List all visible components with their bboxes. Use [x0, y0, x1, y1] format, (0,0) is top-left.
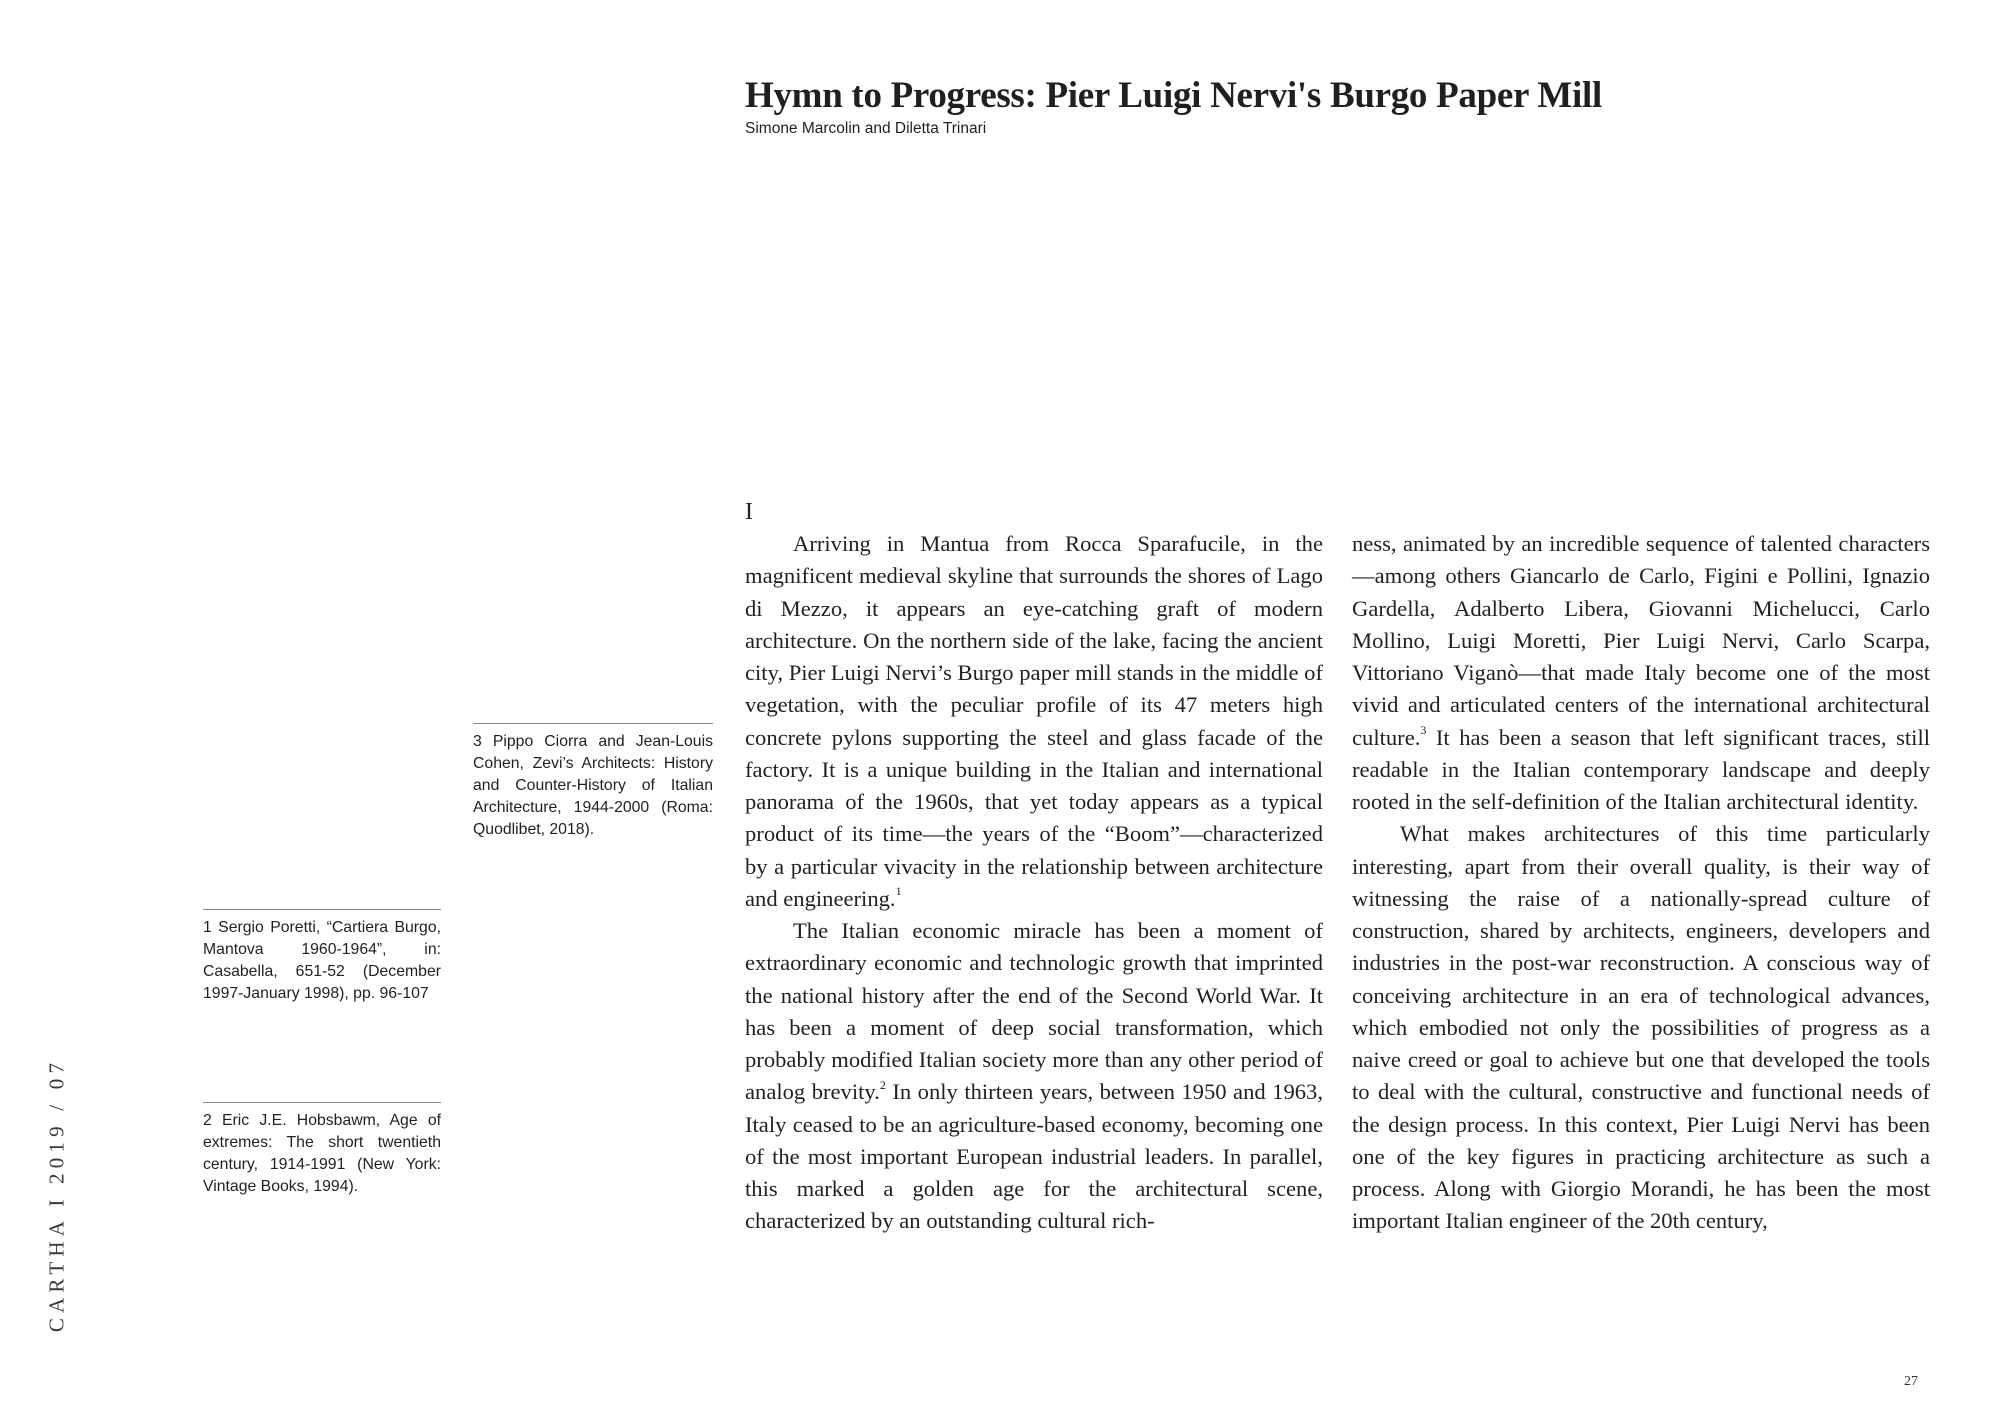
- paragraph: [1352, 528, 1930, 818]
- footnote-3: [473, 723, 713, 841]
- paragraph-text: It has been a season that left significant traces, still readable in the Italian contemporary landscape and deeply rooted in the self-definition of the Italian architectural identity.: [1352, 724, 1930, 814]
- footnote-2: [203, 1102, 441, 1198]
- paragraph-text: In only thirteen years, between 1950 and 1963, Italy ceased to be an agriculture-based economy, becoming one of the most important European industrial leaders. In parallel, this marked a golden age for the architectural scene, characterized by an outstanding cultural rich-: [745, 1079, 1323, 1234]
- paragraph-text: The Italian economic miracle has been a moment of extraordinary economic and technologic growth that imprinted the national history after the end of the Second World War. It has been a moment of deep social transformation, which probably modified Italian society more than any other period of analog brevity.: [745, 918, 1323, 1105]
- paragraph-text: ness, animated by an incredible sequence of talented characters—among others Giancarlo de Carlo, Figini e Pollini, Ignazio Gardella, Adalberto Libera, Giovanni Michelucci, Carlo Mollino, Luigi Moretti, Pier Luigi Nervi, Carlo Scarpa, Vittoriano Viganò—that made Italy become one of the most vivid and articulated centers of the international architectural culture.: [1352, 531, 1930, 750]
- paragraph: [1352, 818, 1930, 1237]
- footnote-text: 2 Eric J.E. Hobsbawm, Age of extremes: The short twentieth century, 1914-1991 (New York: Vintage Books, 1994).: [203, 1112, 441, 1195]
- page-number: 27: [1904, 1374, 1918, 1389]
- article-authors: Simone Marcolin and Diletta Trinari: [745, 120, 987, 137]
- footnote-divider: [203, 909, 441, 910]
- footnote-text: 3 Pippo Ciorra and Jean-Louis Cohen, Zevi’s Architects: History and Counter-History of Italian Architecture, 1944-2000 (Roma: Quodlibet, 2018).: [473, 733, 713, 838]
- body-column-2: [1352, 528, 1930, 1238]
- paragraph-text: What makes architectures of this time particularly interesting, apart from their overall quality, is their way of witnessing the raise of a nationally-spread culture of construction, shared by architects, engineers, developers and industries in the post-war reconstruction. A conscious way of conceiving architecture in an era of technological advances, which embodied not only the possibilities of progress as a naive creed or goal to achieve but one that developed the tools to deal with the cultural, constructive and functional needs of the design process. In this context, Pier Luigi Nervi has been one of the key figures in practicing architecture as such a process. Along with Giorgio Morandi, he has been the most important Italian engineer of the 20th century,: [1352, 821, 1930, 1234]
- footnote-ref[interactable]: 1: [895, 884, 902, 899]
- paragraph: [745, 528, 1323, 915]
- footnote-1: [203, 909, 441, 1005]
- footnote-ref[interactable]: 2: [879, 1077, 886, 1092]
- section-number: I: [745, 499, 753, 525]
- footnote-ref[interactable]: 3: [1420, 722, 1427, 737]
- footnote-text: 1 Sergio Poretti, “Cartiera Burgo, Mantova 1960-1964”, in: Casabella, 651-52 (December 1997-January 1998), pp. 96-107: [203, 919, 441, 1002]
- paragraph: [745, 915, 1323, 1238]
- paragraph-text: Arriving in Mantua from Rocca Sparafucile, in the magnificent medieval skyline that surrounds the shores of Lago di Mezzo, it appears an eye-catching graft of modern architecture. On the northern side of the lake, facing the ancient city, Pier Luigi Nervi’s Burgo paper mill stands in the middle of vegetation, with the peculiar profile of its 47 meters high concrete pylons supporting the steel and glass facade of the factory. It is a unique building in the Italian and international panorama of the 1960s, that yet today appears as a typical product of its time—the years of the “Boom”—characterized by a particular vivacity in the relationship between architecture and engineering.: [745, 531, 1323, 911]
- footnote-divider: [203, 1102, 441, 1103]
- body-column-1: [745, 528, 1323, 1238]
- article-title: Hymn to Progress: Pier Luigi Nervi's Burgo Paper Mill: [745, 75, 1602, 116]
- journal-label: CARTHA I 2019 / 07: [44, 1057, 69, 1333]
- footnote-divider: [473, 723, 713, 724]
